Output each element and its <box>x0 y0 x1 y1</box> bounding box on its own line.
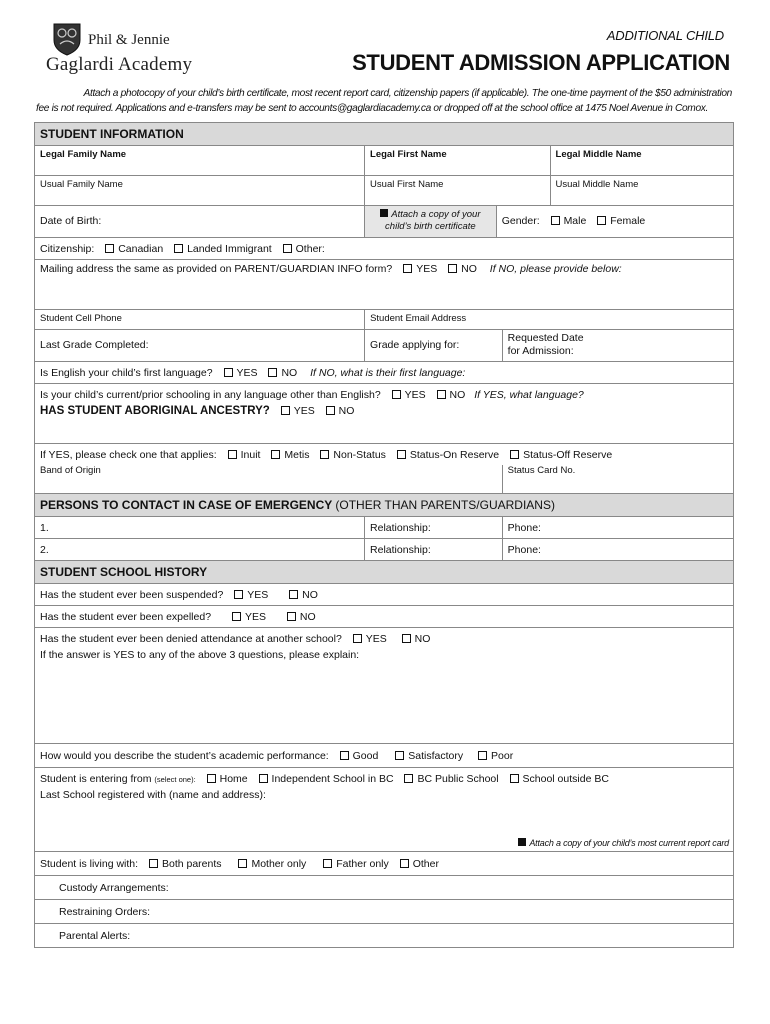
legal-first-name-field[interactable] <box>364 146 549 175</box>
usual-middle-name-field[interactable] <box>550 176 733 205</box>
independent-school-label: Independent School in BC <box>271 773 394 785</box>
home-label: Home <box>219 773 248 785</box>
status-off-reserve-checkbox[interactable] <box>510 450 519 459</box>
entering-from-field <box>35 768 733 789</box>
emergency-title-suffix: (OTHER THAN PARENTS/GUARDIANS) <box>335 498 555 512</box>
last-school-label: Last School registered with (name and address): <box>40 789 266 801</box>
schooling-no-label: NO <box>449 389 466 401</box>
emergency-phone-label: Phone: <box>507 544 541 556</box>
suspended-no-label: NO <box>302 589 318 601</box>
aboriginal-question: HAS STUDENT ABORIGINAL ANCESTRY? <box>40 405 270 417</box>
english-question: Is English your child’s first language? <box>40 367 213 379</box>
attach-report-text: Attach a copy of your child’s most current report card <box>529 838 729 848</box>
english-yes-checkbox[interactable] <box>224 368 233 377</box>
grade-applying-label: Grade applying for: <box>370 339 460 351</box>
denied-yes-label: YES <box>365 633 387 645</box>
mailing-no-label: NO <box>461 263 477 275</box>
inuit-label: Inuit <box>240 449 261 461</box>
english-if-no: If NO, what is their first language: <box>310 367 466 379</box>
legal-middle-name-label: Legal Middle Name <box>555 149 642 160</box>
suspended-yes-label: YES <box>247 589 269 601</box>
aboriginal-ancestry-field <box>35 405 733 443</box>
citizenship-field <box>35 238 733 259</box>
requested-date-field[interactable] <box>502 330 733 361</box>
emergency-contact-2-name[interactable] <box>35 539 364 560</box>
living-other-checkbox[interactable] <box>400 859 409 868</box>
legal-family-name-field[interactable] <box>35 146 364 175</box>
status-card-field[interactable] <box>502 465 733 493</box>
both-parents-label: Both parents <box>161 858 222 870</box>
custody-field[interactable] <box>35 876 733 899</box>
mailing-yes-label: YES <box>416 263 438 275</box>
non-status-checkbox[interactable] <box>320 450 329 459</box>
male-label: Male <box>563 215 587 227</box>
crest-icon <box>52 22 82 56</box>
both-parents-checkbox[interactable] <box>149 859 158 868</box>
denied-yes-checkbox[interactable] <box>353 634 362 643</box>
schooling-if-yes: If YES, what language? <box>474 389 584 401</box>
metis-label: Metis <box>284 449 310 461</box>
mailing-address-field[interactable] <box>35 260 733 309</box>
denied-question: Has the student ever been denied attendance at another school? <box>40 633 342 645</box>
english-no-checkbox[interactable] <box>268 368 277 377</box>
aboriginal-no-checkbox[interactable] <box>326 406 335 415</box>
denied-no-label: NO <box>414 633 431 645</box>
canadian-label: Canadian <box>118 243 164 255</box>
school-outside-bc-checkbox[interactable] <box>510 774 519 783</box>
denied-attendance-field <box>35 628 733 649</box>
legal-first-name-label: Legal First Name <box>370 149 447 160</box>
bc-public-school-label: BC Public School <box>417 773 499 785</box>
living-with-label: Student is living with: <box>40 858 139 870</box>
gender-field <box>496 206 733 237</box>
non-status-label: Non-Status <box>333 449 386 461</box>
parental-alerts-field[interactable] <box>35 924 733 947</box>
english-yes-label: YES <box>236 367 258 379</box>
status-on-reserve-checkbox[interactable] <box>397 450 406 459</box>
mailing-if-no: If NO, please provide below: <box>489 263 622 275</box>
section-emergency-contacts <box>35 494 733 516</box>
mailing-no-checkbox[interactable] <box>448 264 457 273</box>
suspended-no-checkbox[interactable] <box>289 590 298 599</box>
intro-text <box>36 86 732 116</box>
emergency-relationship-label: Relationship: <box>370 544 431 556</box>
poor-label: Poor <box>491 750 514 762</box>
logo-line2: Gaglardi Academy <box>46 54 193 75</box>
band-of-origin-field[interactable] <box>35 465 502 493</box>
select-one-hint: (select one): <box>154 775 196 784</box>
grade-applying-field[interactable] <box>364 330 502 361</box>
status-card-label: Status Card No. <box>507 465 576 476</box>
legal-family-name-label: Legal Family Name <box>40 149 127 160</box>
custody-label: Custody Arrangements: <box>59 882 169 894</box>
emergency-title: PERSONS TO CONTACT IN CASE OF EMERGENCY <box>40 498 333 512</box>
intro-line2: fee is not required. Applications and e-transfers may be sent to accounts@gaglardiacademy.ca or dropped off at the school office at 1475 Noel Avenue in Comox. <box>36 103 708 114</box>
academic-question: How would you describe the student’s academic performance: <box>40 750 329 762</box>
good-checkbox[interactable] <box>340 751 349 760</box>
aboriginal-type-field <box>35 444 733 465</box>
expelled-no-label: NO <box>299 611 316 623</box>
status-on-reserve-label: Status-On Reserve <box>409 449 500 461</box>
academic-performance-field <box>35 744 733 767</box>
female-checkbox[interactable] <box>597 216 606 225</box>
emergency-contact-1-name[interactable] <box>35 517 364 538</box>
usual-family-name-label: Usual Family Name <box>40 179 123 190</box>
usual-first-name-field[interactable] <box>364 176 549 205</box>
good-label: Good <box>352 750 379 762</box>
living-other-label: Other <box>412 858 439 870</box>
band-of-origin-label: Band of Origin <box>40 465 101 476</box>
english-first-language-field <box>35 362 733 383</box>
date-of-birth-field[interactable] <box>35 206 364 237</box>
expelled-yes-checkbox[interactable] <box>232 612 241 621</box>
inuit-checkbox[interactable] <box>228 450 237 459</box>
aboriginal-yes-label: YES <box>293 405 315 417</box>
student-cell-phone-field[interactable] <box>35 310 364 329</box>
canadian-checkbox[interactable] <box>105 244 114 253</box>
last-grade-field[interactable] <box>35 330 364 361</box>
father-only-label: Father only <box>336 858 389 870</box>
student-email-label: Student Email Address <box>370 313 467 324</box>
date-of-birth-label: Date of Birth: <box>40 215 102 227</box>
usual-family-name-field[interactable] <box>35 176 364 205</box>
citizenship-other-label: Other: <box>295 243 325 255</box>
schooling-yes-checkbox[interactable] <box>392 390 401 399</box>
attach-birth-line2: child’s birth certificate <box>385 221 476 232</box>
attach-birth-line1: Attach a copy of your <box>391 209 481 220</box>
mother-only-label: Mother only <box>251 858 307 870</box>
poor-checkbox[interactable] <box>478 751 487 760</box>
student-email-field[interactable] <box>364 310 733 329</box>
citizenship-label: Citizenship: <box>40 243 95 255</box>
metis-checkbox[interactable] <box>271 450 280 459</box>
bc-public-school-checkbox[interactable] <box>404 774 413 783</box>
section-student-information: STUDENT INFORMATION <box>35 123 733 145</box>
satisfactory-checkbox[interactable] <box>395 751 404 760</box>
intro-line1: Attach a photocopy of your child’s birth certificate, most recent report card, citizenship papers (if applicable). The one-time payment of the $50 administration <box>83 88 732 99</box>
attach-report-card-note <box>518 838 729 848</box>
logo-line1: Phil & Jennie <box>88 32 170 48</box>
male-checkbox[interactable] <box>551 216 560 225</box>
page-title: STUDENT ADMISSION APPLICATION <box>352 50 730 75</box>
last-grade-label: Last Grade Completed: <box>40 339 149 351</box>
emergency-contact-2-relationship[interactable] <box>364 539 502 560</box>
aboriginal-if-yes: If YES, please check one that applies: <box>40 449 217 461</box>
attach-birth-certificate-note <box>364 206 496 237</box>
status-off-reserve-label: Status-Off Reserve <box>523 449 613 461</box>
emergency-contact-1-relationship[interactable] <box>364 517 502 538</box>
expelled-no-checkbox[interactable] <box>287 612 296 621</box>
schooling-no-checkbox[interactable] <box>437 390 446 399</box>
landed-immigrant-checkbox[interactable] <box>174 244 183 253</box>
parental-alerts-label: Parental Alerts: <box>59 930 131 942</box>
additional-child-label: ADDITIONAL CHILD <box>606 28 724 43</box>
denied-no-checkbox[interactable] <box>402 634 411 643</box>
restraining-label: Restraining Orders: <box>59 906 151 918</box>
requested-date-line1: Requested Date <box>507 332 584 344</box>
admission-form <box>34 122 734 948</box>
aboriginal-yes-checkbox[interactable] <box>281 406 290 415</box>
citizenship-other-checkbox[interactable] <box>283 244 292 253</box>
school-outside-bc-label: School outside BC <box>522 773 609 785</box>
mailing-yes-checkbox[interactable] <box>403 264 412 273</box>
emergency-phone-label: Phone: <box>507 522 541 534</box>
schooling-question: Is your child’s current/prior schooling in any language other than English? <box>40 389 381 401</box>
student-cell-phone-label: Student Cell Phone <box>40 313 122 324</box>
home-checkbox[interactable] <box>207 774 216 783</box>
square-bullet-icon <box>380 209 388 217</box>
explain-label: If the answer is YES to any of the above 3 questions, please explain: <box>40 649 360 661</box>
academy-logo <box>44 20 224 78</box>
entering-from-label: Student is entering from <box>40 773 152 785</box>
independent-school-checkbox[interactable] <box>259 774 268 783</box>
other-language-schooling-field <box>35 384 733 405</box>
mother-only-checkbox[interactable] <box>238 859 247 868</box>
mailing-question: Mailing address the same as provided on PARENT/GUARDIAN INFO form? <box>40 263 393 275</box>
suspended-yes-checkbox[interactable] <box>234 590 243 599</box>
father-only-checkbox[interactable] <box>323 859 332 868</box>
emergency-relationship-label: Relationship: <box>370 522 431 534</box>
last-school-field[interactable] <box>35 789 733 851</box>
expelled-question: Has the student ever been expelled? <box>40 611 212 623</box>
requested-date-line2: for Admission: <box>507 345 574 357</box>
expelled-yes-label: YES <box>244 611 266 623</box>
suspended-question: Has the student ever been suspended? <box>40 589 224 601</box>
square-bullet-icon <box>518 838 526 846</box>
female-label: Female <box>610 215 646 227</box>
living-with-field <box>35 852 733 875</box>
gender-label: Gender: <box>501 215 540 227</box>
suspended-field <box>35 584 733 605</box>
aboriginal-no-label: NO <box>338 405 355 417</box>
english-no-label: NO <box>281 367 298 379</box>
schooling-yes-label: YES <box>404 389 426 401</box>
restraining-field[interactable] <box>35 900 733 923</box>
section-school-history: STUDENT SCHOOL HISTORY <box>35 561 733 583</box>
expelled-field <box>35 606 733 627</box>
explain-field[interactable] <box>35 649 733 743</box>
legal-middle-name-field[interactable] <box>550 146 733 175</box>
satisfactory-label: Satisfactory <box>408 750 464 762</box>
emergency-row1-num: 1. <box>40 522 49 534</box>
usual-middle-name-label: Usual Middle Name <box>555 179 639 190</box>
usual-first-name-label: Usual First Name <box>370 179 444 190</box>
emergency-contact-1-phone[interactable] <box>502 517 733 538</box>
landed-immigrant-label: Landed Immigrant <box>187 243 272 255</box>
emergency-row2-num: 2. <box>40 544 49 556</box>
emergency-contact-2-phone[interactable] <box>502 539 733 560</box>
